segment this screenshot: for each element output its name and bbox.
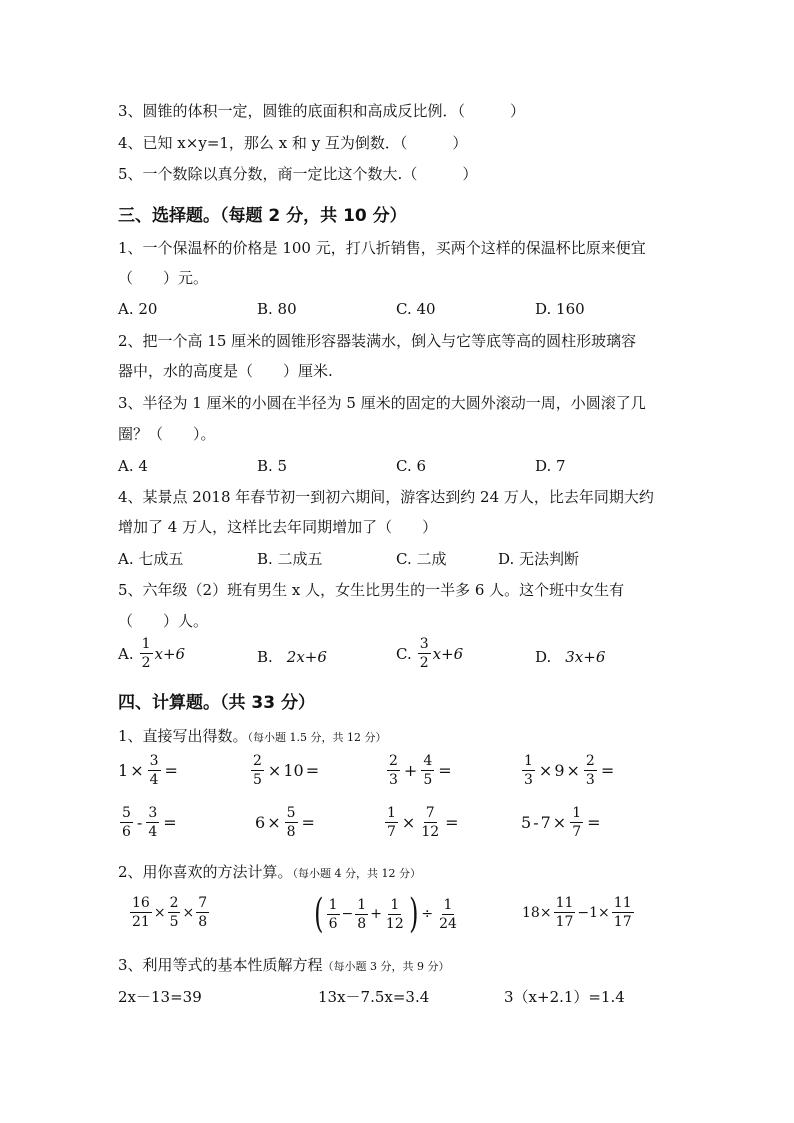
s3-q5-option-a: A. $\frac{1}{2}$ x+6 [118,636,186,671]
calc-1: 1 × $\frac{3}{4}$ = [118,753,178,788]
equation-1: 2x－13=39 [118,988,202,1006]
method-calc-1: $\frac{16}{21}$ × $\frac{2}{5}$ × $\frac{7}{8}$ [132,895,208,930]
judge-q3: 3、圆锥的体积一定，圆锥的底面积和高成反比例．（ ） [118,102,526,120]
s3-q5-option-b: B. 2x+6 [257,648,327,666]
s3-q1-option-a: A. 20 [118,300,158,318]
equation-2: 13x－7.5x=3.4 [318,988,430,1006]
s3-q3-option-b: B. 5 [257,457,288,475]
judge-q4: 4、已知 x×y=1，那么 x 和 y 互为倒数．（ ） [118,134,468,152]
s3-q4-option-b: B. 二成五 [257,550,323,568]
s3-q5-option-c: C. $\frac{3}{2}$ x+6 [396,636,464,671]
calc-3: $\frac{2}{3}$ + $\frac{4}{5}$ = [389,753,452,788]
s3-q3-option-c: C. 6 [396,457,427,475]
equation-3: 3（x+2.1）=1.4 [504,988,625,1006]
s4-p1-title: 1、直接写出得数。（每小题 1.5 分，共 12 分） [118,727,387,745]
s3-q1-line1: 1、一个保温杯的价格是 100 元，打八折销售，买两个这样的保温杯比原来便宜 [118,239,646,257]
method-calc-2: ( $\frac{1}{6}$ − $\frac{1}{8}$ + $\frac{1}{12}$ ) ÷ $\frac{1}{24}$ [314,891,457,937]
calc-6: 6 × $\frac{5}{8}$ = [255,805,315,840]
s3-q2-line2: 器中，水的高度是（ ）厘米. [118,362,333,380]
method-calc-3: 18 × $\frac{11}{17}$ − 1 × $\frac{11}{17}$ [522,895,632,930]
calc-7: $\frac{1}{7}$ × $\frac{7}{12}$ = [387,805,459,840]
s3-q3-line2: 圈？（ ）。 [118,425,216,443]
s4-p2-title: 2、用你喜欢的方法计算。（每小题 4 分，共 12 分） [118,863,422,881]
s3-q3-line1: 3、半径为 1 厘米的小圆在半径为 5 厘米的固定的大圆外滚动一周，小圆滚了几 [118,394,646,412]
s3-q4-line1: 4、某景点 2018 年春节初一到初六期间，游客达到约 24 万人，比去年同期大约 [118,488,654,506]
s4-p3-title: 3、利用等式的基本性质解方程（每小题 3 分，共 9 分） [118,956,450,974]
section4-heading: 四、计算题。（共 33 分） [118,693,315,713]
section3-heading: 三、选择题。（每题 2 分，共 10 分） [118,206,407,226]
s3-q5-line1: 5、六年级（2）班有男生 x 人，女生比男生的一半多 6 人。这个班中女生有 [118,581,625,599]
s3-q3-option-a: A. 4 [118,457,148,475]
s3-q4-option-c: C. 二成 [396,550,447,568]
s3-q4-option-d: D. 无法判断 [498,550,580,568]
s3-q1-line2: （ ）元。 [118,269,209,287]
s3-q5-option-d: D. 3x+6 [535,648,606,666]
calc-5: $\frac{5}{6}$ - $\frac{3}{4}$ = [122,805,177,840]
s3-q4-option-a: A. 七成五 [118,550,184,568]
calc-8: 5 - 7 × $\frac{1}{7}$ = [521,805,601,840]
s3-q5-line2: （ ）人。 [118,612,209,630]
calc-4: $\frac{1}{3}$ × 9 × $\frac{2}{3}$ = [524,753,615,788]
calc-2: $\frac{2}{5}$ × 10 = [253,753,320,788]
s3-q1-option-c: C. 40 [396,300,436,318]
s3-q4-line2: 增加了 4 万人，这样比去年同期增加了（ ） [118,518,438,536]
s3-q1-option-b: B. 80 [257,300,297,318]
judge-q5: 5、一个数除以真分数，商一定比这个数大.（ ） [118,165,478,183]
s3-q2-line1: 2、把一个高 15 厘米的圆锥形容器装满水，倒入与它等底等高的圆柱形玻璃容 [118,332,637,350]
s3-q1-option-d: D. 160 [535,300,585,318]
fraction: $\frac{3}{2}$ [419,636,429,671]
s3-q3-option-d: D. 7 [535,457,566,475]
fraction: $\frac{1}{2}$ [141,636,151,671]
